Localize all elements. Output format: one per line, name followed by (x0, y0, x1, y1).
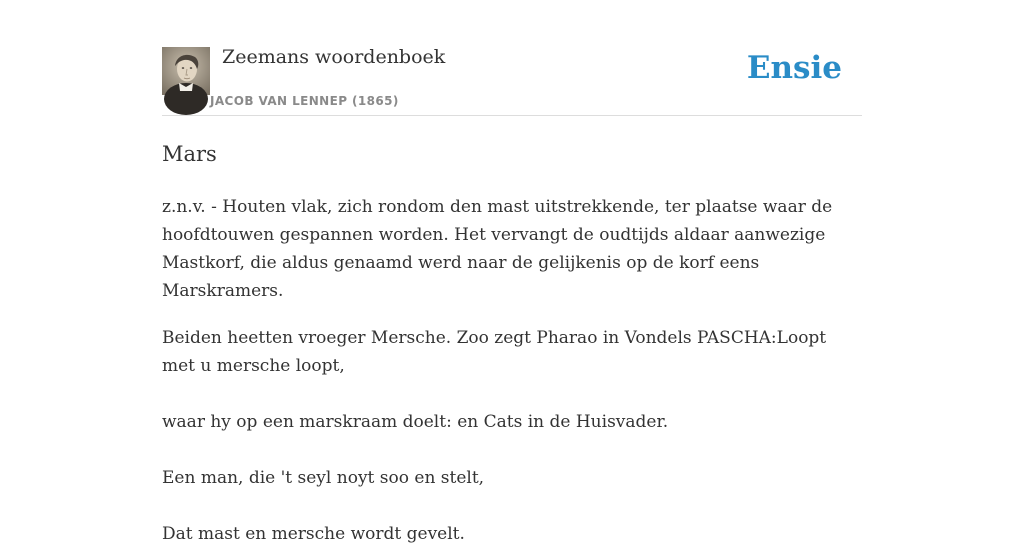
entry-paragraph: waar hy op een marskraam doelt: en Cats in de Huisvader. (162, 412, 669, 432)
entry-paragraph: Dat mast en mersche wordt gevelt. (162, 524, 465, 544)
ensie-logo[interactable]: Ensie (746, 50, 842, 86)
site-header (162, 40, 862, 116)
author-portrait-icon[interactable] (162, 47, 210, 95)
entry-paragraph: Een man, die 't seyl noyt soo en stelt, (162, 468, 485, 488)
entry-definition: z.n.v. - Houten vlak, zich rondom den mast uitstrekkende, ter plaatse waar de hoofdtouwen gespannen worden. Het vervangt de oudtijds aldaar aanwezige Mastkorf, die aldus genaamd werd naar de gelijkenis op de korf eens Marskramers. (162, 197, 833, 301)
book-title[interactable]: Zeemans woordenboek (222, 46, 446, 68)
book-author[interactable]: JACOB VAN LENNEP (1865) (210, 94, 399, 108)
entry-paragraph: Beiden heetten vroeger Mersche. Zoo zegt Pharao in Vondels PASCHA:Loopt met u mersche loopt, (162, 328, 827, 376)
entry-content (162, 138, 862, 548)
entry-title: Mars (162, 142, 217, 166)
